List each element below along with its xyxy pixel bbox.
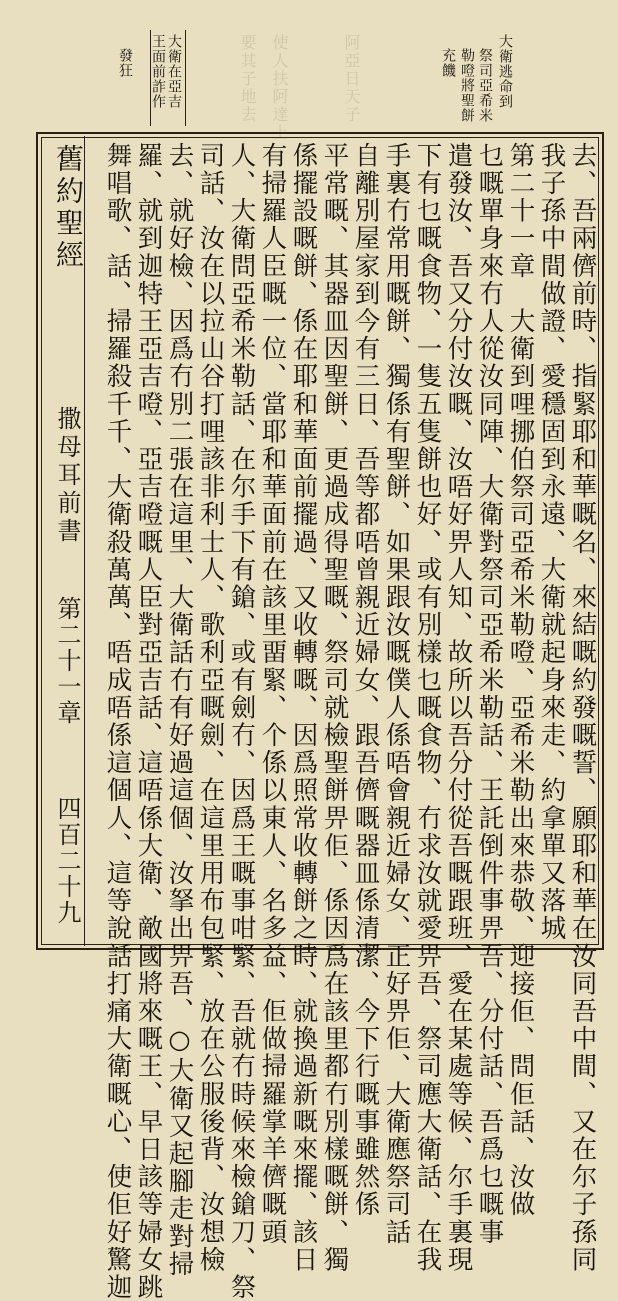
running-head (40, 136, 85, 946)
headnote-line: 發狂 (117, 48, 133, 78)
page-number: 四百二十九 (53, 796, 81, 926)
text-column: 係擺設嘅餅、係在耶和華面前擺過、又收轉嘅、因爲照常收轉餅之時、就換過新嘅來擺、該日 (288, 142, 319, 1274)
headnote-line: 充饑 (440, 48, 456, 78)
running-head-chapter: 第二十一章 (53, 596, 81, 726)
headnote-line: 祭司亞希米 (477, 48, 493, 123)
text-column: 我子孫中間做證、愛穩固到永遠、大衛就起身來走、約拿單又落城 (536, 142, 567, 943)
bleed-through-text: 阿亞日天子 (342, 34, 361, 124)
text-column: 羅、就到迦特王亞吉噔、亞吉噔嘅人臣對亞吉話、這唔係大衛、敵國將來嘅王、早日該等婦女跳 (133, 142, 164, 1301)
text-column: 舞唱歌、話、掃羅殺千千、大衛殺萬萬、唔成唔係這個人、這等說話打痛大衛嘅心、使佢好驚迦 (102, 142, 133, 1301)
text-column: 遣發汝、吾又分付汝嘅、汝唔好畀人知、故所以吾分付從吾嘅跟班、愛在某處等候、尔手裏現 (443, 142, 474, 1274)
text-column: 人、大衛問亞希米勒話、在尔手下有鎗、或有劍冇、因爲王嘅事咁緊、吾就冇時候來檢鎗刀、祭 (226, 142, 257, 1301)
running-head-title: 舊約聖經 (52, 144, 85, 272)
bleed-through-text: 使人扶阿達上 (270, 34, 289, 142)
headnote-line: 大衛逃命到 (497, 34, 513, 109)
chapter-heading-column: 第二十一章 大衛到哩挪伯祭司亞希米勒噔、亞希米勒出來恭敬、迎接佢、問佢話、汝做 (505, 142, 536, 1219)
text-column: 手裏冇常用嘅餅、獨係有聖餅、如果跟汝嘅僕人係唔會親近婦女、正好畀佢、大衛應祭司話 (381, 142, 412, 1246)
text-column: 平常嘅、其器皿因聖餅、更過成得聖嘅、祭司就檢聖餅畀佢、係因爲在該里都冇別樣嘅餅、獨 (319, 142, 350, 1274)
headnote-line: 勒噔將聖餅 (459, 48, 475, 123)
text-column: 乜嘅單身來冇人從汝同陣、大衛對祭司亞希米勒話、王託倒件事畀吾、分付話、吾爲乜嘅事 (474, 142, 505, 1246)
running-head-book: 撒母耳前書 (53, 406, 81, 546)
headnote-line: 大衛在亞吉 (166, 34, 182, 109)
text-column: 司話、汝在以拉山谷打哩該非利士人、歌利亞嘅劍、在這里用布包緊、放在公服後背、汝想檢 (195, 142, 226, 1274)
text-column: 有掃羅人臣嘅一位、當耶和華面前在該里畱緊、个係以東人、名多益、佢做掃羅掌羊儕嘅頭 (257, 142, 288, 1246)
text-column: 自離別屋家到今有三日、吾等都唔曾親近婦女、跟吾儕嘅器皿係清潔、今下行嘅事雖然係 (350, 142, 381, 1219)
text-column: 去、就好檢、因爲冇別二張在這里、大衛話冇有好過這個、汝拏出畀吾、○大衛又起腳走對掃 (164, 142, 195, 1279)
text-column: 去、吾兩儕前時、指緊耶和華嘅名、來結嘅約發嘅誓、願耶和華在汝同吾中間、又在尔子孫同 (567, 142, 598, 1274)
bleed-through-text: 要其子地去 (238, 34, 257, 124)
headnote-line: 王面前詐作 (150, 34, 166, 109)
text-column: 下有乜嘅食物、一隻五隻餅也好、或有別樣乜嘅食物、冇求汝就愛畀吾、祭司應大衛話、在我 (412, 142, 443, 1274)
